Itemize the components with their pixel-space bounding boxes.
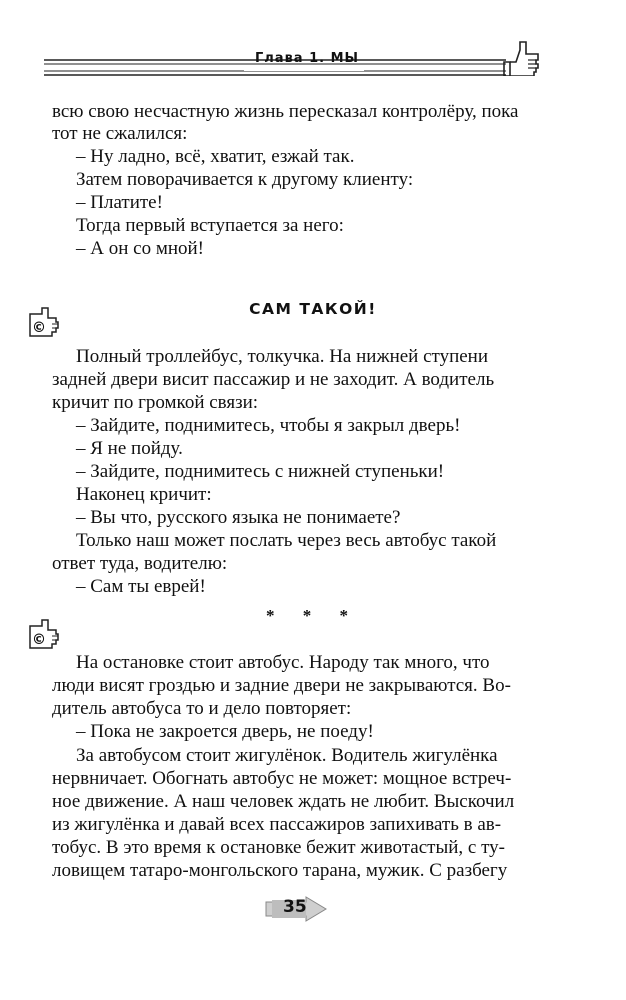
text-line: ловищем татаро-монгольского тарана, мужик. С разбегу [52, 860, 508, 881]
thumbs-up-icon [500, 36, 544, 78]
text-line: ответ туда, водителю: [52, 553, 228, 574]
section-separator: * * * [266, 606, 360, 625]
text-line: тобус. В это время к остановке бежит животастый, с ту- [52, 837, 505, 858]
text-line: – Пока не закроется дверь, не поеду! [76, 721, 374, 742]
copyright-symbol: © [32, 632, 46, 648]
text-line: – Вы что, русского языка не понимаете? [76, 507, 401, 528]
text-line: – Платите! [76, 192, 163, 213]
text-line: – Зайдите, поднимитесь с нижней ступеньки! [76, 461, 445, 482]
text-line: из жигулёнка и давай всех пассажиров запихивать в ав- [52, 814, 502, 835]
text-line: Тогда первый вступается за него: [76, 215, 344, 236]
text-line: ное движение. А наш человек ждать не любит. Выскочил [52, 791, 515, 812]
text-line: За автобусом стоит жигулёнок. Водитель жигулёнка [76, 745, 498, 766]
text-line: люди висят гроздью и задние двери не закрываются. Во- [52, 675, 511, 696]
text-line: На остановке стоит автобус. Народу так много, что [76, 652, 490, 673]
copyright-hand-icon [26, 302, 62, 338]
text-line: – Ну ладно, всё, хватит, езжай так. [76, 146, 355, 167]
text-line: – Сам ты еврей! [76, 576, 206, 597]
text-line: кричит по громкой связи: [52, 392, 259, 413]
copyright-symbol: © [32, 320, 46, 336]
text-line: Полный троллейбус, толкучка. На нижней ступени [76, 346, 489, 367]
text-line: – А он со мной! [76, 238, 205, 259]
section-title: САМ ТАКОЙ! [249, 300, 377, 318]
copyright-hand-icon [26, 614, 62, 650]
text-line: тот не сжалился: [52, 123, 188, 144]
text-line: задней двери висит пассажир и не заходит. А водитель [52, 369, 495, 390]
text-line: Наконец кричит: [76, 484, 212, 505]
text-line: – Я не пойду. [76, 438, 183, 459]
chapter-title: Глава 1. МЫ [255, 51, 360, 66]
text-line: Затем поворачивается к другому клиенту: [76, 169, 414, 190]
text-line: – Зайдите, поднимитесь, чтобы я закрыл дверь! [76, 415, 461, 436]
text-line: Только наш может послать через весь автобус такой [76, 530, 497, 551]
text-line: всю свою несчастную жизнь пересказал контролёру, пока [52, 101, 519, 122]
page-number: 35 [283, 897, 307, 917]
text-line: дитель автобуса то и дело повторяет: [52, 698, 352, 719]
text-line: нервничает. Обогнать автобус не может: мощное встреч- [52, 768, 512, 789]
